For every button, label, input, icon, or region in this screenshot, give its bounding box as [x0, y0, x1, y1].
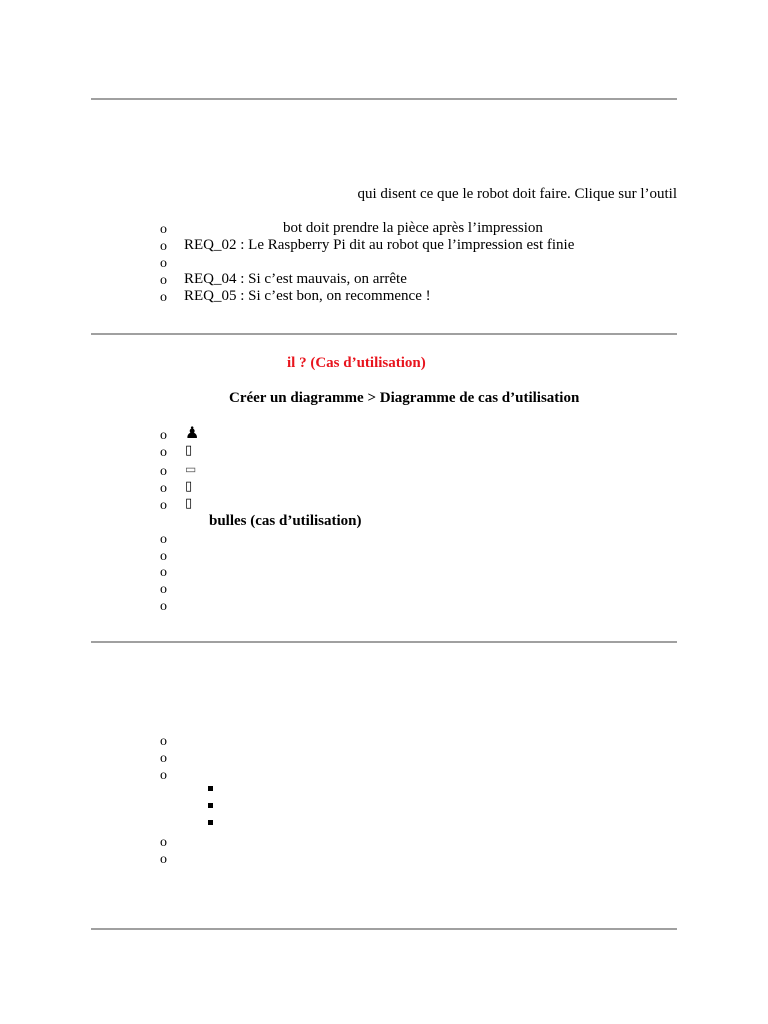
horizontal-rule-top — [91, 98, 677, 100]
bullet-circle: o — [160, 222, 167, 237]
actor-icon: ♟ — [185, 423, 200, 442]
bullet-circle: o — [160, 835, 167, 850]
bullet-circle: o — [160, 852, 167, 867]
bullet-circle: o — [160, 464, 167, 479]
bullet-circle: o — [160, 498, 167, 513]
requirement-item-5: REQ_05 : Si c’est bon, on recommence ! — [184, 288, 431, 304]
bullet-circle: o — [160, 734, 167, 749]
bullet-square — [208, 786, 213, 791]
bullet-circle: o — [160, 239, 167, 254]
placeholder-box-icon: ▯ — [185, 496, 193, 511]
bullet-circle: o — [160, 428, 167, 443]
bullet-circle: o — [160, 532, 167, 547]
bullet-circle: o — [160, 481, 167, 496]
bullet-circle: o — [160, 565, 167, 580]
horizontal-rule-2 — [91, 641, 677, 643]
requirement-item-4: REQ_04 : Si c’est mauvais, on arrête — [184, 271, 407, 287]
bullet-circle: o — [160, 256, 167, 271]
bullet-circle: o — [160, 445, 167, 460]
menu-path-text: Créer un diagramme > Diagramme de cas d’utilisation — [229, 390, 580, 406]
bullet-square — [208, 803, 213, 808]
placeholder-box-icon: ▯ — [185, 443, 193, 458]
bullet-circle: o — [160, 768, 167, 783]
section2-heading: il ? (Cas d’utilisation) — [287, 355, 426, 371]
horizontal-rule-1 — [91, 333, 677, 335]
placeholder-box-icon: ▯ — [185, 479, 193, 494]
requirement-item-1: bot doit prendre la pièce après l’impression — [283, 220, 543, 236]
bubbles-label: bulles (cas d’utilisation) — [209, 513, 362, 529]
horizontal-rule-bottom — [91, 928, 677, 930]
bullet-circle: o — [160, 599, 167, 614]
image-icon: ▭ — [185, 462, 197, 476]
bullet-circle: o — [160, 582, 167, 597]
bullet-circle: o — [160, 751, 167, 766]
requirement-item-2: REQ_02 : Le Raspberry Pi dit au robot que l’impression est finie — [184, 237, 575, 253]
bullet-circle: o — [160, 290, 167, 305]
bullet-square — [208, 820, 213, 825]
section1-intro: qui disent ce que le robot doit faire. Clique sur l’outil — [357, 186, 677, 202]
bullet-circle: o — [160, 549, 167, 564]
bullet-circle: o — [160, 273, 167, 288]
